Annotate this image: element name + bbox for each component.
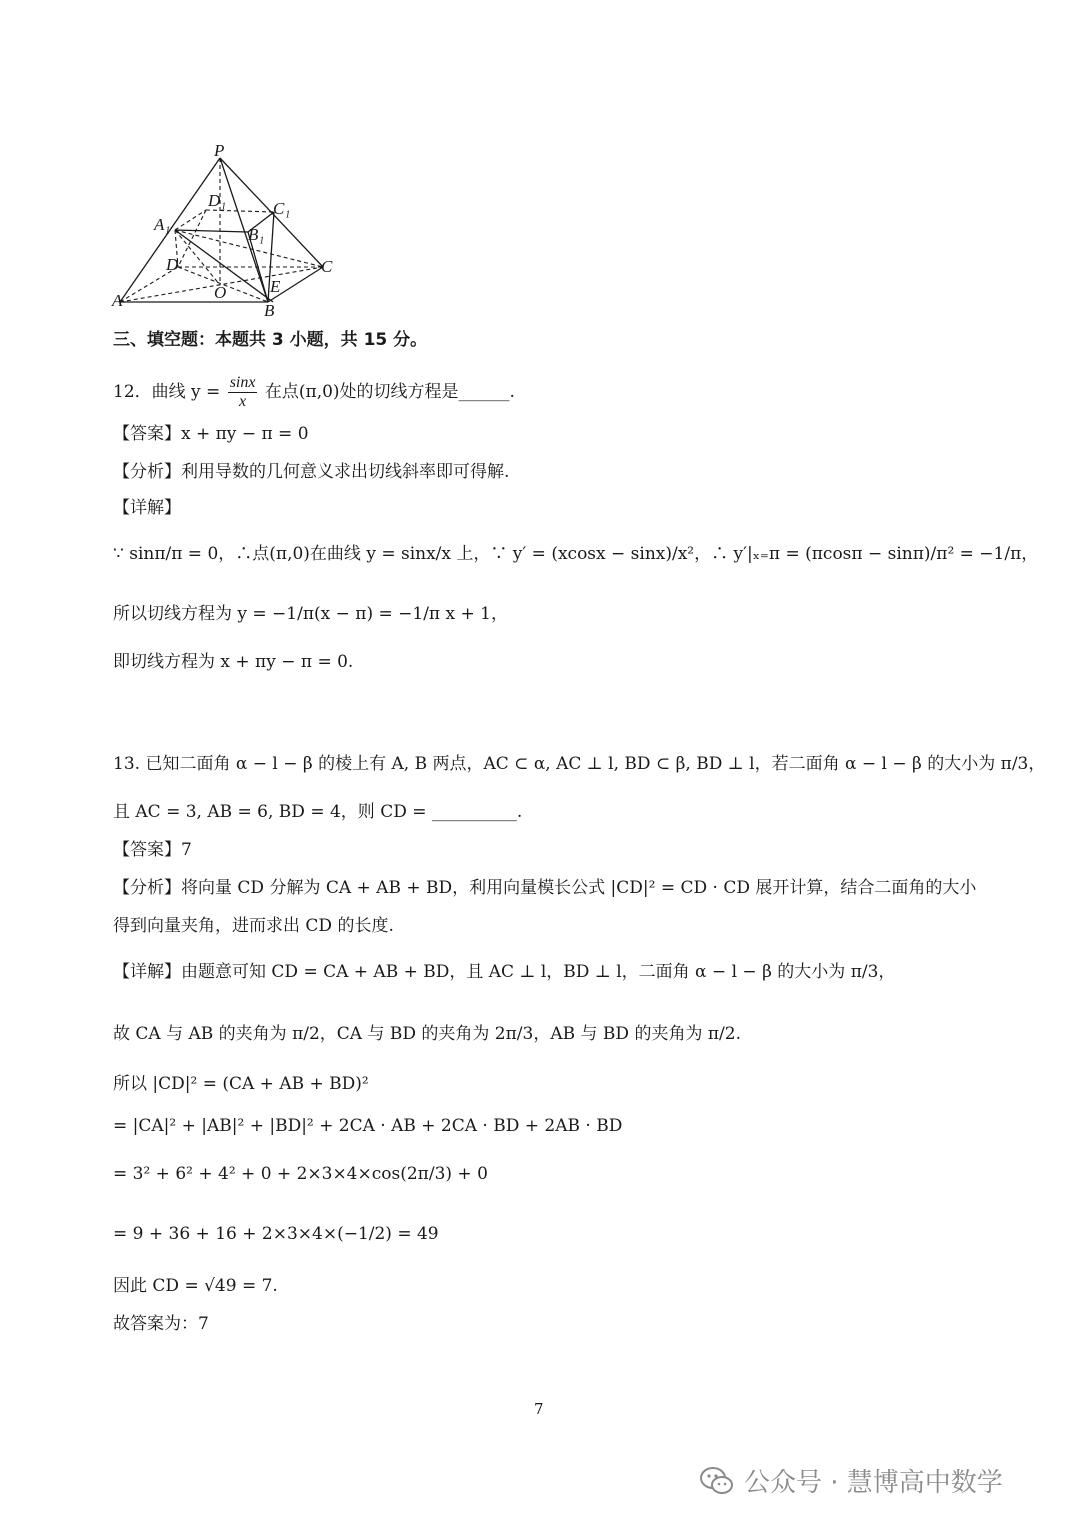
q12-detail-1: ∵ sinπ/π = 0，∴点(π,0)在曲线 y = sinx/x 上，∵ y′ = (xcosx − sinx)/x²，∴ y′|ₓ₌π = (πcosπ − sinπ)/π² = −1/π， [113, 544, 1039, 564]
q12-detail-title: 【详解】 [113, 498, 181, 518]
q13-detail-7: 因此 CD = √49 = 7. [113, 1276, 278, 1296]
q13-detail-1: 【详解】由题意可知 CD = CA + AB + BD，且 AC ⊥ l，BD ⊥ l，二面角 α − l − β 的大小为 π/3， [113, 962, 896, 982]
q13-detail-4: = |CA|² + |AB|² + |BD|² + 2CA · AB + 2CA · BD + 2AB · BD [113, 1116, 623, 1136]
label-A1: A₁ [154, 215, 171, 234]
q13-detail-2: 故 CA 与 AB 的夹角为 π/2，CA 与 BD 的夹角为 2π/3，AB 与 BD 的夹角为 π/2. [113, 1024, 741, 1044]
q12-answer: 【答案】x + πy − π = 0 [113, 424, 309, 444]
q13-detail-3: 所以 |CD|² = (CA + AB + BD)² [113, 1074, 369, 1094]
q13-stem-1: 13. 已知二面角 α − l − β 的棱上有 A, B 两点，AC ⊂ α, AC ⊥ l, BD ⊂ β, BD ⊥ l，若二面角 α − l − β 的大小为 π/3， [113, 754, 1046, 774]
q13-analysis-1: 【分析】将向量 CD 分解为 CA + AB + BD，利用向量模长公式 |CD|² = CD · CD 展开计算，结合二面角的大小 [113, 878, 977, 898]
q13-detail-8: 故答案为：7 [113, 1314, 209, 1334]
q12-stem-post: 在点(π,0)处的切线方程是______. [264, 382, 515, 402]
q12-stem-pre: 12．曲线 y = [113, 382, 221, 402]
page-number: 7 [534, 1400, 544, 1418]
q13-analysis-2: 得到向量夹角，进而求出 CD 的长度. [113, 916, 394, 936]
q12-detail-2: 所以切线方程为 y = −1/π(x − π) = −1/π x + 1， [113, 604, 508, 624]
q13-detail-5: = 3² + 6² + 4² + 0 + 2×3×4×cos(2π/3) + 0 [113, 1164, 488, 1184]
label-C: C [321, 257, 333, 276]
label-O: O [214, 283, 227, 302]
q12-fraction: $\frac{\sin x}{x}$ [229, 374, 256, 410]
watermark-text: 公众号 · 慧博高中数学 [744, 1468, 1003, 1498]
q12-stem [113, 374, 515, 411]
q12-detail-3: 即切线方程为 x + πy − π = 0. [113, 652, 354, 672]
q12-analysis: 【分析】利用导数的几何意义求出切线斜率即可得解. [113, 462, 510, 482]
label-B1: B₁ [248, 225, 265, 244]
section-heading: 三、填空题：本题共 3 小题，共 15 分。 [113, 330, 428, 350]
pyramid-figure [108, 140, 348, 320]
label-P: P [214, 141, 225, 160]
wechat-icon [700, 1466, 734, 1496]
label-E: E [270, 277, 281, 296]
watermark [700, 1462, 1003, 1499]
q13-stem-2: 且 AC = 3, AB = 6, BD = 4，则 CD = __________. [113, 802, 523, 822]
q13-detail-6: = 9 + 36 + 16 + 2×3×4×(−1/2) = 49 [113, 1224, 439, 1244]
label-D1: D₁ [208, 191, 227, 210]
q13-answer: 【答案】7 [113, 840, 192, 860]
label-D: D [166, 255, 179, 274]
label-C1: C₁ [273, 199, 291, 218]
label-A: A [112, 291, 123, 310]
label-B: B [264, 301, 275, 320]
